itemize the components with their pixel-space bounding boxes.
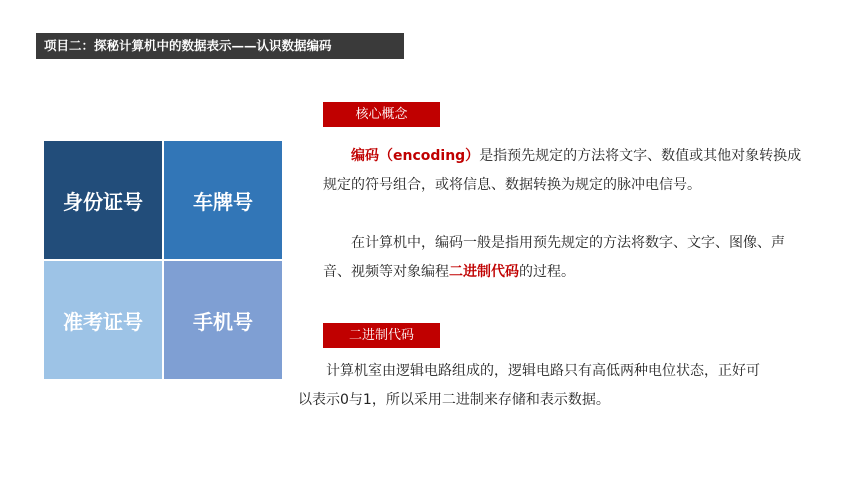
encoding-term: 编码（encoding） [351, 148, 480, 164]
page-title: 项目二：探秘计算机中的数据表示——认识数据编码 [36, 33, 404, 59]
core-concept-computer-paragraph [323, 229, 803, 287]
binary-code-tag: 二进制代码 [323, 323, 440, 348]
example-grid [43, 140, 283, 380]
definition-text: 是指预先规定的方法将文字、数值或其他对象转换成规定的符号组合，或将信息、数据转换为规定的脉冲电信号。 [323, 148, 802, 193]
core-concept-tag: 核心概念 [323, 102, 440, 127]
binary-code-paragraph: 计算机室由逻辑电路组成的，逻辑电路只有高低两种电位状态，正好可以表示0与1，所以采用二进制来存储和表示数据。 [298, 363, 760, 408]
computer-paragraph-text: 在计算机中，编码一般是指用预先规定的方法将数字、文字、图像、声音、视频等对象编程 [323, 235, 785, 280]
binary-code-highlight: 二进制代码 [449, 264, 519, 280]
core-concept-definition [323, 142, 803, 200]
computer-paragraph-end: 的过程。 [519, 264, 575, 280]
grid-cell-plate-number: 车牌号 [163, 140, 283, 260]
grid-cell-phone-number: 手机号 [163, 260, 283, 380]
grid-cell-id-number: 身份证号 [43, 140, 163, 260]
grid-cell-exam-number: 准考证号 [43, 260, 163, 380]
